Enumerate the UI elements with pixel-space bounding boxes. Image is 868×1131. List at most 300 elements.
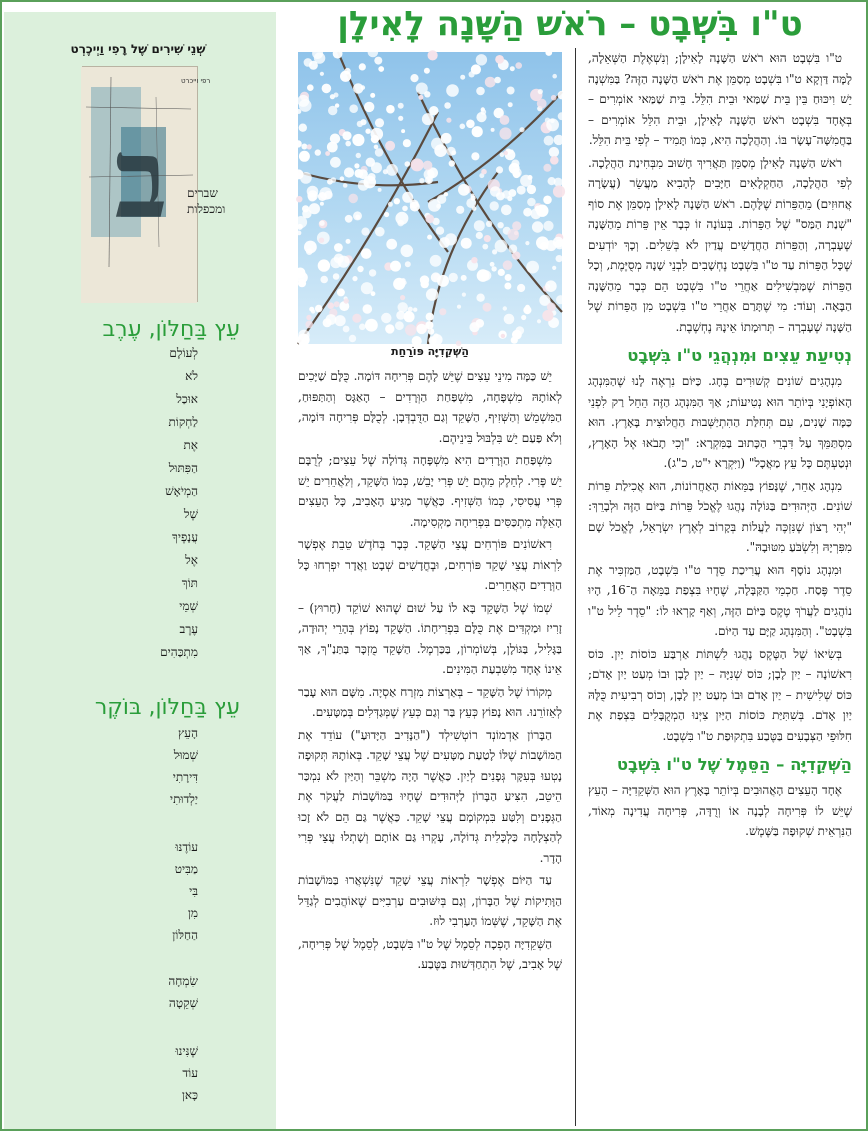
cover-title-line-1: שברים: [187, 186, 218, 200]
blossom: [471, 152, 479, 160]
poem-line: אֶל: [185, 553, 198, 567]
blossom: [354, 163, 359, 168]
poem-line: הַפִּתּוּל: [168, 461, 198, 475]
blossom: [466, 120, 475, 129]
blossom: [306, 248, 313, 255]
blossom: [484, 235, 491, 242]
cover-author: רפי וייכרט: [181, 77, 211, 85]
blossom: [330, 157, 341, 168]
article-paragraph: רִאשׁוֹנִים פּוֹרְחִים עֲצֵי הַשָּׁקֵד. כְּבָר בְּחֹדֶשׁ טֵבֵת אֶפְשָׁר לִרְאוֹת עֲצֵי שָׁקֵד פּוֹרְחִים, וּבֶחֳדָשִׁים שְׁבָט וַאֲדָר יִפְרְחוּ כָּל הַוְּרָדִים הָאֲחֵרִים.: [298, 537, 562, 592]
blossom: [461, 238, 472, 249]
blossom: [543, 164, 551, 172]
blossom: [503, 151, 508, 156]
blossom: [356, 153, 361, 158]
blossom: [349, 104, 358, 113]
blossom: [490, 262, 495, 267]
blossom: [504, 314, 515, 325]
blossom: [364, 102, 374, 112]
book-cover-art: [81, 67, 226, 303]
blossom: [492, 249, 497, 254]
blossom: [317, 232, 330, 245]
blossom: [424, 91, 430, 97]
blossom: [462, 293, 466, 297]
blossom: [508, 102, 513, 107]
blossom: [482, 244, 488, 250]
blossom: [353, 211, 362, 220]
blossom: [496, 166, 503, 173]
blossom: [330, 134, 340, 144]
blossom: [545, 280, 557, 292]
blossom: [542, 310, 553, 321]
blossom: [315, 149, 321, 155]
blossom: [434, 144, 447, 157]
blossom: [383, 169, 388, 174]
blossom: [320, 276, 328, 284]
article-paragraph: מִנְהָגִים שׁוֹנִים קְשׁוּרִים בֶּחָג. כַּיּוֹם נִרְאֶה לָנוּ שֶׁהַמִּנְהָג הָאוֹפְיָנִי בְּיוֹתֵר הוּא נְטִיעוֹת; אַךְ הַמִּנְהָג הַזֶּה הֵחֵל רַק לִפְנֵי כַּמָּה שָׁנִים, עִם תְּחִלַּת הַהִתְיַשְּׁבוּת הַחֲלוּצִית בָּאָרֶץ. הוּא מִסְתַּמֵּךְ עַל דִּבְרֵי הַכָּתוּב בַּמִּקְרָא: "וְכִי תָבֹאוּ אֶל הָאָרֶץ, וּנְטַעְתֶּם כָּל עֵץ מַאֲכָל" (וַיִּקְרָא י"ט, כ"ג).: [588, 374, 852, 470]
blossom: [431, 334, 442, 345]
blossom: [424, 68, 430, 74]
blossom: [526, 261, 539, 274]
blossom: [446, 84, 459, 97]
blossom: [552, 266, 556, 270]
blossom: [301, 144, 307, 150]
blossom: [510, 66, 515, 71]
blossom: [299, 124, 307, 132]
blossom: [515, 62, 522, 69]
blossom: [495, 55, 504, 64]
blossom: [374, 145, 379, 150]
blossom: [538, 89, 543, 94]
poem-line: אוּכַל: [176, 392, 198, 406]
blossom: [343, 183, 348, 188]
poem-line: מַבִּיט: [174, 862, 198, 876]
blossom: [446, 118, 451, 123]
blossom: [333, 49, 343, 59]
blossom: [297, 272, 308, 283]
blossom: [334, 301, 340, 307]
blossom: [427, 179, 431, 183]
blossom: [428, 50, 438, 60]
blossom: [523, 306, 531, 314]
blossom: [404, 311, 415, 322]
poem-line: עוֹד: [182, 1066, 198, 1080]
blossom: [441, 133, 452, 144]
blossom: [342, 131, 351, 140]
blossom: [344, 298, 349, 303]
blossom: [429, 106, 438, 115]
poem2-title: עֵץ בַּחַלּוֹן, בּוֹקֶר: [94, 695, 240, 720]
blossom: [490, 186, 501, 197]
blossom: [357, 266, 363, 272]
blossom: [517, 186, 526, 195]
article-paragraph: בְּשִׂיאוֹ שֶׁל הַטֶּקֶס נָהֲגוּ לִשְׁתּוֹת אַרְבַּע כּוֹסוֹת יַיִן. כּוֹס רִאשׁוֹנָה – יַיִן לָבָן; כּוֹס שְׁנִיָּה – יַיִן לָבָן וּבוֹ מְעַט יַיִן אָדֹם; כּוֹס שְׁלִישִׁית – יַיִן אָדֹם וּבוֹ מְעַט יַיִן לָבָן, וְכוֹס רְבִיעִית כֻּלָּהּ יַיִן אָדֹם. בְּשִׁתִּיַּת כּוֹסוֹת הַיַּיִן צִיְּנוּ הַמְקֻבָּלִים בִּצְפַת אֶת חִלּוּפֵי הַצְּבָעִים בַּטֶּבַע בִּתְקוּפַת ט"ו בִּשְׁבָט.: [588, 646, 852, 743]
blossom: [420, 275, 429, 284]
poem-line: עוֹדֶנּוּ: [175, 840, 198, 854]
blossom: [368, 47, 379, 58]
blossom: [386, 239, 397, 250]
blossom: [348, 194, 358, 204]
blossom: [513, 171, 521, 179]
blossom: [327, 302, 334, 309]
blossom: [543, 196, 552, 205]
blossom: [410, 202, 420, 212]
blossom: [352, 276, 357, 281]
blossom: [476, 87, 485, 96]
blossom: [500, 115, 510, 125]
poem-line: הָעֵץ: [178, 726, 198, 740]
poem-line: עֶרֶב: [179, 622, 198, 636]
blossom: [426, 313, 434, 321]
article-paragraph: רֹאשׁ הַשָּׁנָה לָאִילָן מְסַמֵּן תַּאֲרִיךְ חָשׁוּב מִבְּחִינַת הַהֲלָכָה. לְפִי הַהֲלָכָה, הַחַקְלָאִים חַיָּבִים לְהָבִיא מַעֲשֵׂר (עֲשָׂרָה אֲחוּזִים) מֵהַפֵּרוֹת שֶׁלָּהֶם. רֹאשׁ הַשָּׁנָה לָאִילָן מְסַמֵּן אֶת סוֹף "שְׁנַת הַמַּס" שֶׁל הַפֵּרוֹת. בְּעוֹנָה זוֹ כְּבָר אֵין פֵּרוֹת מֵהַשָּׁנָה שֶׁעָבְרָה, וְהַפֵּרוֹת הַחֲדָשִׁים עֲדַיִן לֹא בְּשֵׁלִים. וְכָךְ יוֹדְעִים שֶׁכָּל הַפֵּרוֹת עַד ט"ו בִּשְׁבָט נֶחְשָׁבִים לִבְנֵי שָׁנָה מְסֻיֶּמֶת, וְכָל הַפֵּרוֹת שֶׁמַּבְשִׁילִים אַחֲרֵי ט"ו בִּשְׁבָט הֵם כְּבָר מֵהַשָּׁנָה הַבָּאָה. וְעוֹד: מִי שֶׁתָּרַם אַחֲרֵי ט"ו בִּשְׁבָט מִן הַפֵּרוֹת שֶׁל הַשָּׁנָה שֶׁעָבְרָה – תְּרוּמָתוֹ אֵינָהּ נֶחְשֶׁבֶת.: [588, 155, 852, 334]
blossom: [378, 66, 384, 72]
blossom: [334, 243, 343, 252]
article-paragraph: עַד הַיּוֹם אֶפְשָׁר לִרְאוֹת עֲצֵי שָׁקֵד שֶׁנִּשְׁאֲרוּ בַּמּוֹשָׁבוֹת הַוָּתִיקוֹת שֶׁל הַבָּרוֹן, וְגַם בְּיִשּׁוּבִים עַרְבִיִּים שֶׁאוֹהֲבִים לְגַדֵּל אֶת הַשָּׁקֵד, שֶׁשְּׁמוֹ הָעַרְבִי לוּז.: [298, 873, 562, 928]
blossom: [371, 162, 382, 173]
poem-line: לַחְקוֹת: [168, 415, 198, 429]
blossom: [330, 94, 335, 99]
article-paragraph: שְׁמוֹ שֶׁל הַשָּׁקֵד בָּא לוֹ עַל שׁוּם שֶׁהוּא שׁוֹקֵד (חָרוּץ) – זָרִיז וּמַקְדִּים אֶת כֻּלָּם בִּפְרִיחָתוֹ. הַשָּׁקֵד נָפוֹץ בְּהָרֵי יְהוּדָה, בַּגָּלִיל, בַּגּוֹלָן, בְּשׁוֹמְרוֹן, בַּכַּרְמֶל. הַשָּׁקֵד מֻזְכָּר בַּתַּנַ"ךְ, אַךְ אֵינוֹ אֶחָד מִשִּׁבְעַת הַמִּינִים.: [298, 600, 562, 676]
blossom: [501, 334, 505, 338]
blossom: [431, 272, 441, 282]
blossom: [359, 63, 366, 70]
blossom: [361, 228, 369, 236]
blossom: [472, 206, 477, 211]
blossom: [447, 147, 456, 156]
blossom: [309, 61, 318, 70]
poem-line: שְׁקֵטָה: [168, 996, 198, 1010]
blossom: [371, 128, 384, 141]
blossom: [369, 269, 376, 276]
article-column-middle: [298, 366, 562, 1128]
blossom: [476, 54, 487, 65]
poem-line: דִּירָתִי: [172, 770, 198, 784]
blossom: [402, 281, 406, 285]
blossom: [401, 245, 414, 258]
blossom: [331, 177, 337, 183]
blossom: [471, 257, 477, 263]
blossom: [405, 324, 417, 336]
blossom: [545, 49, 552, 56]
blossom: [428, 199, 441, 212]
blossom: [508, 229, 520, 241]
blossom: [330, 257, 341, 268]
blossom: [403, 139, 411, 147]
blossom: [307, 186, 319, 198]
book-title: שְׁנֵי שִׁירִים שֶׁל רָפִי וַיְיכֶרְט: [70, 42, 206, 56]
blossom: [472, 126, 483, 137]
almond-blossom-photo: [298, 52, 562, 344]
article-paragraph: מִנְהָג אַחֵר, שֶׁנָּפוֹץ בַּמֵּאוֹת הָאַחֲרוֹנוֹת, הוּא אֲכִילַת פֵּרוֹת שׁוֹנִים. הַיְּהוּדִים בַּגּוֹלָה נָהֲגוּ לֶאֱכֹל פֵּרוֹת בַּיּוֹם הַזֶּה וּלְבָרֵךְ: "יְהִי רָצוֹן שֶׁנִּזְכֶּה לַעֲלוֹת בְּקָרוֹב לְאֶרֶץ יִשְׂרָאֵל, לֶאֱכֹל שָׁם מִפִּרְיָהּ וְלִשְׂבֹּעַ מִטּוּבָהּ".: [588, 478, 852, 554]
blossom-illustration: [298, 52, 562, 344]
blossom: [501, 205, 512, 216]
blossom: [408, 307, 413, 312]
blossom: [558, 91, 567, 100]
poem-line: הַמְיֹאָשׁ: [165, 484, 198, 498]
blossom: [352, 134, 364, 146]
blossom: [511, 337, 518, 344]
blossom: [430, 255, 442, 267]
blossom: [509, 189, 517, 197]
article-paragraph: מִשְׁפַּחַת הַוְּרָדִים הִיא מִשְׁפָּחָה גְּדוֹלָה שֶׁל עֵצִים; לְרֻבָּם יֵשׁ פֶּרִי. לְחֵלֶק מֵהֶם יֵשׁ פְּרִי יָבֵשׁ, כְּמוֹ הַשָּׁקֵד, וְלַאֲחֵרִים יֵשׁ פְּרִי עֲסִיסִי, כְּמוֹ הַשְּׁזִיף. כַּאֲשֶׁר מַגִּיעַ הָאָבִיב, כָּל הָעֵצִים הָאֵלֶּה מִתְכַּסִּים בִּפְרִיחָה מַקְסִימָה.: [298, 453, 562, 529]
blossom: [521, 315, 526, 320]
blossom: [320, 202, 324, 206]
blossom: [481, 109, 487, 115]
blossom: [397, 220, 404, 227]
poem-line: יַלְדוּתִי: [169, 792, 198, 806]
blossom: [345, 141, 351, 147]
blossom: [458, 184, 470, 196]
blossom: [305, 321, 313, 329]
blossom: [425, 321, 433, 329]
section-heading-almond: הַשְּׁקֵדִיָּה – הַסֵּמֶל שֶׁל ט"ו בִּשְׁבָט: [616, 755, 852, 774]
blossom: [505, 274, 512, 281]
blossom: [294, 140, 301, 147]
blossom: [297, 95, 309, 107]
blossom: [543, 221, 553, 231]
blossom: [536, 205, 548, 217]
article-column-right: [588, 48, 852, 1128]
blossom: [375, 227, 385, 237]
blossom: [456, 206, 464, 214]
blossom: [343, 326, 350, 333]
poem-line: לְעוֹלָם: [169, 346, 198, 360]
blossom: [296, 196, 302, 202]
blossom: [318, 259, 330, 271]
cover-title-line-2: ומכפלות: [187, 202, 226, 216]
poem-line: שְׁמוּל: [173, 748, 198, 762]
blossom: [460, 75, 465, 80]
blossom: [419, 178, 424, 183]
blossom: [527, 198, 536, 207]
blossom: [297, 231, 302, 236]
blossom: [309, 203, 320, 214]
book-cover-image: [82, 66, 226, 302]
blossom: [396, 311, 405, 320]
article-paragraph: הַשְּׁקֵדִיָּה הָפְכָה לְסֵמֶל שֶׁל ט"ו בִּשְׁבָט, לְסֵמֶל שֶׁל פְּרִיחָה, שֶׁל אָבִיב, שֶׁל הִתְחַדְּשׁוּת בַּטֶּבַע.: [298, 936, 562, 971]
blossom: [476, 319, 485, 328]
blossom: [436, 227, 444, 235]
blossom: [353, 83, 363, 93]
blossom: [312, 48, 323, 59]
blossom: [426, 288, 438, 300]
poem-line: הַחַלּוֹן: [172, 928, 198, 942]
blossom: [474, 220, 485, 231]
blossom: [311, 309, 315, 313]
blossom: [328, 106, 337, 115]
blossom: [365, 319, 378, 332]
blossom: [386, 105, 395, 114]
blossom: [551, 95, 557, 101]
blossom: [481, 169, 487, 175]
blossom: [457, 305, 461, 309]
blossom: [365, 129, 370, 134]
blossom: [410, 74, 418, 82]
blossom: [494, 77, 501, 84]
blossom: [471, 64, 481, 74]
blossom: [363, 304, 373, 314]
blossom: [395, 321, 404, 330]
blossom: [476, 294, 484, 302]
blossom: [549, 147, 559, 157]
blossom: [519, 127, 524, 132]
blossom: [388, 202, 393, 207]
blossom: [337, 288, 345, 296]
article-paragraph: יֵשׁ כַּמָּה מִינֵי עֵצִים שֶׁיֵּשׁ לָהֶם פְּרִיחָה דּוֹמָה. כֻּלָּם שַׁיָּכִים לְאוֹתָהּ מִשְׁפָּחָה, מִשְׁפַּחַת הַוְּרָדִים – הָאַגָּס וְהַתַּפּוּחַ, הַמִּשְׁמֵשׁ וְהַשְּׁזִיף, הַשָּׁקֵד וְגַם הַדֻּבְדְּבָן. לְכֻלָּם פְּרִיחָה דּוֹמָה, וְלֹא פַּעַם יֵשׁ בִּלְבּוּל בֵּינֵיהֶם.: [298, 369, 562, 445]
blossom: [319, 238, 324, 243]
blossom: [378, 188, 382, 192]
blossom: [344, 167, 354, 177]
blossom: [411, 158, 424, 171]
blossom: [385, 324, 394, 333]
poem-line: כָּאן: [181, 1088, 198, 1102]
blossom: [405, 261, 411, 267]
blossom: [416, 324, 426, 334]
blossom: [483, 303, 492, 312]
blossom: [381, 313, 391, 323]
blossom: [394, 198, 400, 204]
blossom: [402, 206, 408, 212]
page-title: ט"ו בִּשְׁבָט – רֹאשׁ הַשָּׁנָה לָאִילָן: [337, 4, 803, 44]
blossom: [481, 270, 491, 280]
blossom: [307, 84, 314, 91]
blossom: [371, 291, 376, 296]
blossom: [461, 275, 467, 281]
blossom: [306, 315, 311, 320]
blossom: [425, 214, 434, 223]
blossom: [346, 239, 351, 244]
blossom: [423, 161, 433, 171]
blossom: [490, 201, 499, 210]
blossom: [449, 273, 458, 282]
poem1-title: עֵץ בַּחַלּוֹן, עֶרֶב: [102, 317, 240, 342]
blossom: [375, 118, 384, 127]
blossom: [460, 124, 466, 130]
blossom: [556, 255, 563, 262]
blossom: [405, 161, 411, 167]
blossom: [320, 72, 324, 76]
section-heading-planting: נְטִיעַת עֵצִים וּמִנְהֲגֵי ט"ו בִּשְׁבָט: [627, 346, 852, 365]
blossom: [325, 151, 330, 156]
blossom: [558, 112, 566, 120]
blossom: [357, 121, 363, 127]
blossom: [323, 318, 332, 327]
blossom: [340, 176, 345, 181]
blossom: [546, 240, 557, 251]
blossom: [413, 308, 417, 312]
article-paragraph: הַבָּרוֹן אַדְמוֹנְד רוֹטְשִׁילְד ("הַנָּדִיב הַיָּדוּעַ") עוֹדֵד אֶת הַמּוֹשָׁבוֹת שֶׁלּוֹ לָטַעַת מַטָּעִים שֶׁל עֲצֵי שָׁקֵד. בְּאוֹתָהּ תְּקוּפָה נָטְעוּ בְּעִקָּר גְּפָנִים לְיַיִן. כַּאֲשֶׁר הָיָה מַשְׁבֵּר וְהַיַּיִן לֹא נִמְכַּר הֵיטֵב, הִצִּיעַ הַבָּרוֹן לַיְּהוּדִים שֶׁחָיוּ בַּמּוֹשָׁבוֹת לַעֲקֹר אֶת הַגְּפָנִים וְלִטַּע בִּמְקוֹמָם עֲצֵי שָׁקֵד. כַּאֲשֶׁר גַּם הֵם לֹא זָכוּ לְהַצְלָחָה כַּלְכָּלִית גְּדוֹלָה, עָקְרוּ גַּם אוֹתָם וְשָׁתְלוּ עֲצֵי פְּרִי הָדָר.: [298, 727, 562, 865]
blossom: [324, 191, 333, 200]
blossom: [333, 273, 340, 280]
blossom: [485, 77, 496, 88]
blossom: [504, 283, 511, 290]
blossom: [552, 74, 557, 79]
poems-sidebar: [4, 12, 276, 1129]
blossom: [374, 57, 382, 65]
blossom: [510, 150, 514, 154]
poem-line: מִן: [187, 906, 198, 920]
blossom: [354, 169, 363, 178]
blossom: [385, 141, 395, 151]
blossom: [548, 177, 556, 185]
blossom: [398, 103, 404, 109]
blossom: [499, 127, 511, 139]
blossom: [370, 93, 375, 98]
blossom: [398, 116, 403, 121]
blossom: [368, 173, 376, 181]
blossom: [486, 221, 492, 227]
blossom: [491, 128, 495, 132]
blossom: [476, 232, 483, 239]
article-paragraph: מְקוֹרוֹ שֶׁל הַשָּׁקֵד – בְּאַרְצוֹת מִזְרַח אַסְיָה. מִשָּׁם הוּא עָבַר לְאֵזוֹרֵנוּ. הוּא נָפוֹץ כְּעֵץ בַּר וְגַם כְּעֵץ שֶׁמְּגַדְּלִים בְּמַטָּעִים.: [298, 684, 562, 719]
blossom: [507, 87, 515, 95]
blossom: [349, 335, 356, 342]
blossom: [491, 266, 496, 271]
blossom: [554, 135, 564, 145]
blossom: [445, 233, 457, 245]
poem-line: תּוֹךְ: [181, 576, 198, 590]
blossom: [525, 241, 529, 245]
blossom: [553, 185, 565, 197]
blossom: [386, 164, 398, 176]
blossom: [532, 221, 543, 232]
blossom: [359, 324, 366, 331]
poem-line: שֶׁנִּינוּ: [175, 1044, 198, 1058]
blossom: [384, 212, 389, 217]
poem-line: לֹא: [185, 369, 198, 383]
blossom: [427, 235, 432, 240]
blossom: [352, 314, 361, 323]
blossom: [503, 260, 513, 270]
poem-line: שְׁמֵי: [179, 599, 198, 613]
blossom: [528, 175, 533, 180]
blossom: [556, 295, 565, 304]
blossom: [398, 302, 408, 312]
blossom: [537, 319, 541, 323]
poem-line: שֶׁל: [183, 507, 198, 521]
blossom: [319, 221, 324, 226]
article-paragraph: וּמִנְהָג נוֹסָף הוּא עֲרִיכַת סֵדֶר ט"ו בִּשְׁבָט, הַמַּזְכִּיר אֶת סֵדֶר פֶּסַח. חַכְמֵי הַקַּבָּלָה, שֶׁחָיוּ בִּצְפַת בַּמֵּאָה הַ־16, הָיוּ נוֹהֲגִים לַעֲרֹךְ טֶקֶס בַּיּוֹם הַזֶּה, וְאַף קָרְאוּ לוֹ: "סֵדֶר לֵיל ט"ו בִּשְׁבָט". וְהַמִּנְהָג קַיָּם עַד הַיּוֹם.: [588, 562, 853, 638]
blossom: [299, 151, 310, 162]
blossom: [401, 129, 405, 133]
photo-caption: הַשְּׁקֵדִיָּה פּוֹרַחַת: [391, 345, 469, 358]
poem-line: שִׂמְחָה: [168, 974, 198, 988]
article-paragraph: ט"ו בִּשְׁבָט הוּא רֹאשׁ הַשָּׁנָה לָאִילָן; וְנִשְׁאֶלֶת הַשְּׁאֵלָה, לָמָּה דַּוְקָא ט"ו בִּשְׁבָט מְסַמֵּן אֶת רֹאשׁ הַשָּׁנָה הַזֶּה? בַּמִּשְׁנָה יֵשׁ וִיכּוּחַ בֵּין בֵּית שַׁמַּאי וּבֵית הִלֵּל. בֵּית שַׁמַּאי אוֹמְרִים – בְּאֶחָד בִּשְׁבָט רֹאשׁ הַשָּׁנָה לָאִילָן, וּבֵית הִלֵּל אוֹמְרִים – בַּחֲמִשָּׁה־עָשָׂר בּוֹ. וְהַהֲלָכָה הִיא, כְּמוֹ תָּמִיד – לְפִי בֵּית הִלֵּל.: [588, 51, 852, 147]
blossom: [509, 244, 518, 253]
blossom: [503, 306, 507, 310]
blossom: [322, 84, 332, 94]
poem-line: עֲנָפֶיךָ: [171, 530, 198, 544]
blossom: [546, 118, 559, 131]
blossom: [300, 282, 304, 286]
blossom: [298, 330, 309, 341]
blossom: [418, 95, 423, 100]
poem-line: בִּי: [189, 884, 198, 898]
blossom: [400, 295, 405, 300]
blossom: [375, 148, 383, 156]
blossom: [517, 284, 525, 292]
cover-big-letter: ב: [114, 114, 168, 243]
blossom: [550, 156, 559, 165]
blossom: [345, 215, 353, 223]
blossom: [297, 224, 303, 230]
column-divider: [575, 48, 576, 1126]
poem-line: מִתְכַּהִים: [160, 645, 198, 659]
blossom: [307, 144, 312, 149]
blossom: [471, 195, 476, 200]
article-paragraph: אֶחָד הָעֵצִים הָאֲהוּבִים בְּיוֹתֵר בָּאָרֶץ הוּא הַשְּׁקֵדִיָּה – הָעֵץ שֶׁיֵּשׁ לוֹ פְּרִיחָה לְבָנָה אוֹ וְרֻדָּה, פְּרִיחָה עֲדִינָה מְאוֹד, הַנִּרְאֵית שְׁקוּפָה בַּשֶּׁמֶשׁ.: [588, 783, 852, 838]
blossom: [315, 305, 323, 313]
blossom: [497, 222, 503, 228]
